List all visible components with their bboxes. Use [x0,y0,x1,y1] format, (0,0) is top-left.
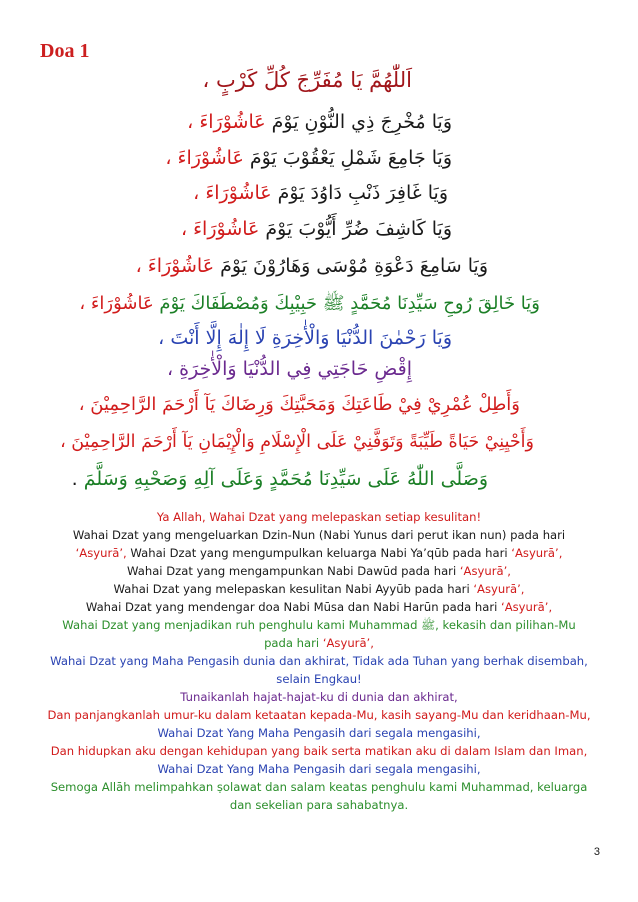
arabic-line-6-text: وَيَا سَامِعَ دَعْوَةِ مُوْسَى وَهَارُوْنَ يَوْمَ [220,255,488,277]
arabic-ashura: عَاشُوْرَاءَ ، [165,147,244,169]
arabic-line-10 [79,394,520,415]
arabic-line-5-text: وَيَا كَاشِفَ ضُرِّ أَيُّوْبَ يَوْمَ [265,218,452,240]
arabic-ashura: عَاشُوْرَاءَ ، [180,218,260,240]
translation-ashura: ‘Asyurā’, [75,546,127,560]
arabic-line-6 [136,255,488,277]
arabic-line-4 [193,182,448,204]
arabic-line-3 [165,147,452,169]
arabic-line-11-text: وَأَحْيِنِيْ حَيَاةً طَيِّبَةً وَتَوَفَّنِيْ عَلَى الْإِسْلَامِ وَالْإِيْمَانِ يَآ أَرْحَمَ الرَّاحِمِيْنَ ، [60,432,534,452]
arabic-period: . [71,468,78,490]
translation-line-2-part-1: Wahai Dzat yang mengeluarkan Dzin-Nun (Nabi Yunus dari perut ikan nun) pada hari [72,528,566,542]
translation-ashura: ‘Asyurā’, [322,636,374,650]
translation-line-12: Semoga Allāh melimpahkan ṣolawat dan salam keatas penghulu kami Muhammad, keluarga dan sekelian para sahabatnya. [50,780,588,812]
arabic-line-9 [167,358,412,380]
translation-ashura: ‘Asyurā’, [473,582,525,596]
translation-line-5-text: Wahai Dzat yang mendengar doa Nabi Mūsa dan Nabi Harūn pada hari [85,600,498,614]
page-number: 3 [593,846,600,858]
translation-line-4-text: Wahai Dzat yang melepaskan kesulitan Nabi Ayyūb pada hari [113,582,470,596]
translation-line-11: Wahai Dzat Yang Maha Pengasih dari segala mengasihi, [157,762,481,776]
translation-line-3-text: Wahai Dzat yang mengampunkan Nabi Dawūd pada hari [127,564,457,578]
arabic-line-8-text: وَيَا رَحْمٰنَ الدُّنْيَا وَالْأٰخِرَةِ لَا إِلٰهَ إِلَّا أَنْتَ ، [158,327,452,349]
arabic-line-5 [181,218,452,240]
arabic-line-2 [187,111,452,133]
arabic-ashura: عَاشُوْرَاءَ ، [193,182,272,204]
translation-line-3 [46,562,592,580]
arabic-line-7-text: وَيَا خَالِقَ رُوحِ سَيِّدِنَا مُحَمَّدٍ ﷺ حَبِيْبِكَ وَمُصْطَفَاكَ يَوْمَ [159,293,540,314]
arabic-line-12-text: وَصَلَّى اللّٰهُ عَلَى سَيِّدِنَا مُحَمَّدٍ وَعَلَى آلِهِ وَصَحْبِهِ وَسَلَّمَ [83,468,488,490]
translation-line-6-text: Wahai Dzat yang menjadikan ruh penghulu kami Muhammad ﷺ, kekasih dan pilihan-Mu pada hari [62,618,576,650]
arabic-line-9-text: إِقْضِ حَاجَتِي فِي الدُّنْيَا وَالْأٰخِرَةِ ، [166,358,412,380]
arabic-line-8 [158,327,452,349]
translation-line-10: Dan hidupkan aku dengan kehidupan yang baik serta matikan aku di dalam Islam dan Iman, [50,744,588,758]
translation-line-6 [46,616,592,652]
arabic-line-12 [72,468,488,490]
translation-line-9-part-2: Wahai Dzat Yang Maha Pengasih dari segala mengasihi, [157,726,481,740]
translation-line-9 [46,706,592,742]
translation-line-2 [46,526,592,562]
arabic-line-1 [202,68,412,92]
translation-ashura: ‘Asyurā’, [459,564,511,578]
translation-line-2-part-2: Wahai Dzat yang mengumpulkan keluarga Nabi Ya’qūb pada hari [130,546,508,560]
arabic-ashura: عَاشُوْرَاءَ ، [135,255,215,277]
translation-line-7: Wahai Dzat yang Maha Pengasih dunia dan akhirat, Tidak ada Tuhan yang berhak disembah, selain Engkau! [50,654,588,686]
arabic-ashura: عَاشُوْرَاءَ ، [187,111,266,133]
translation-line-8: Tunaikanlah hajat-hajat-ku di dunia dan akhirat, [180,690,458,704]
translation-ashura: ‘Asyurā’, [511,546,563,560]
translation-line-9-part-1: Dan panjangkanlah umur-ku dalam ketaatan kepada-Mu, kasih sayang-Mu dan keridhaan-Mu, [47,708,591,722]
translation-line-1: Ya Allah, Wahai Dzat yang melepaskan setiap kesulitan! [156,510,482,524]
arabic-line-7 [79,292,540,318]
arabic-line-1-text: اَللّٰهُمَّ يَا مُفَرِّجَ كُلِّ كَرْبٍ ، [202,68,412,92]
arabic-line-4-text: وَيَا غَافِرَ ذَنْبِ دَاوُدَ يَوْمَ [277,182,448,204]
arabic-line-2-text: وَيَا مُخْرِجَ ذِي النُّوْنِ يَوْمَ [271,111,452,133]
translation-block [46,508,592,814]
page-heading: Doa 1 [40,40,90,62]
arabic-ashura: عَاشُوْرَاءَ ، [79,293,154,314]
arabic-line-11 [60,432,534,452]
arabic-line-10-text: وَأَطِلْ عُمْرِيْ فِيْ طَاعَتِكَ وَمَحَبَّتِكَ وَرِضَاكَ يَآ أَرْحَمَ الرَّاحِمِيْنَ ، [78,394,520,415]
arabic-line-3-text: وَيَا جَامِعَ شَمْلِ يَعْقُوْبَ يَوْمَ [249,147,452,169]
translation-line-4 [46,580,592,598]
translation-line-5 [46,598,592,616]
translation-ashura: ‘Asyurā’, [501,600,553,614]
